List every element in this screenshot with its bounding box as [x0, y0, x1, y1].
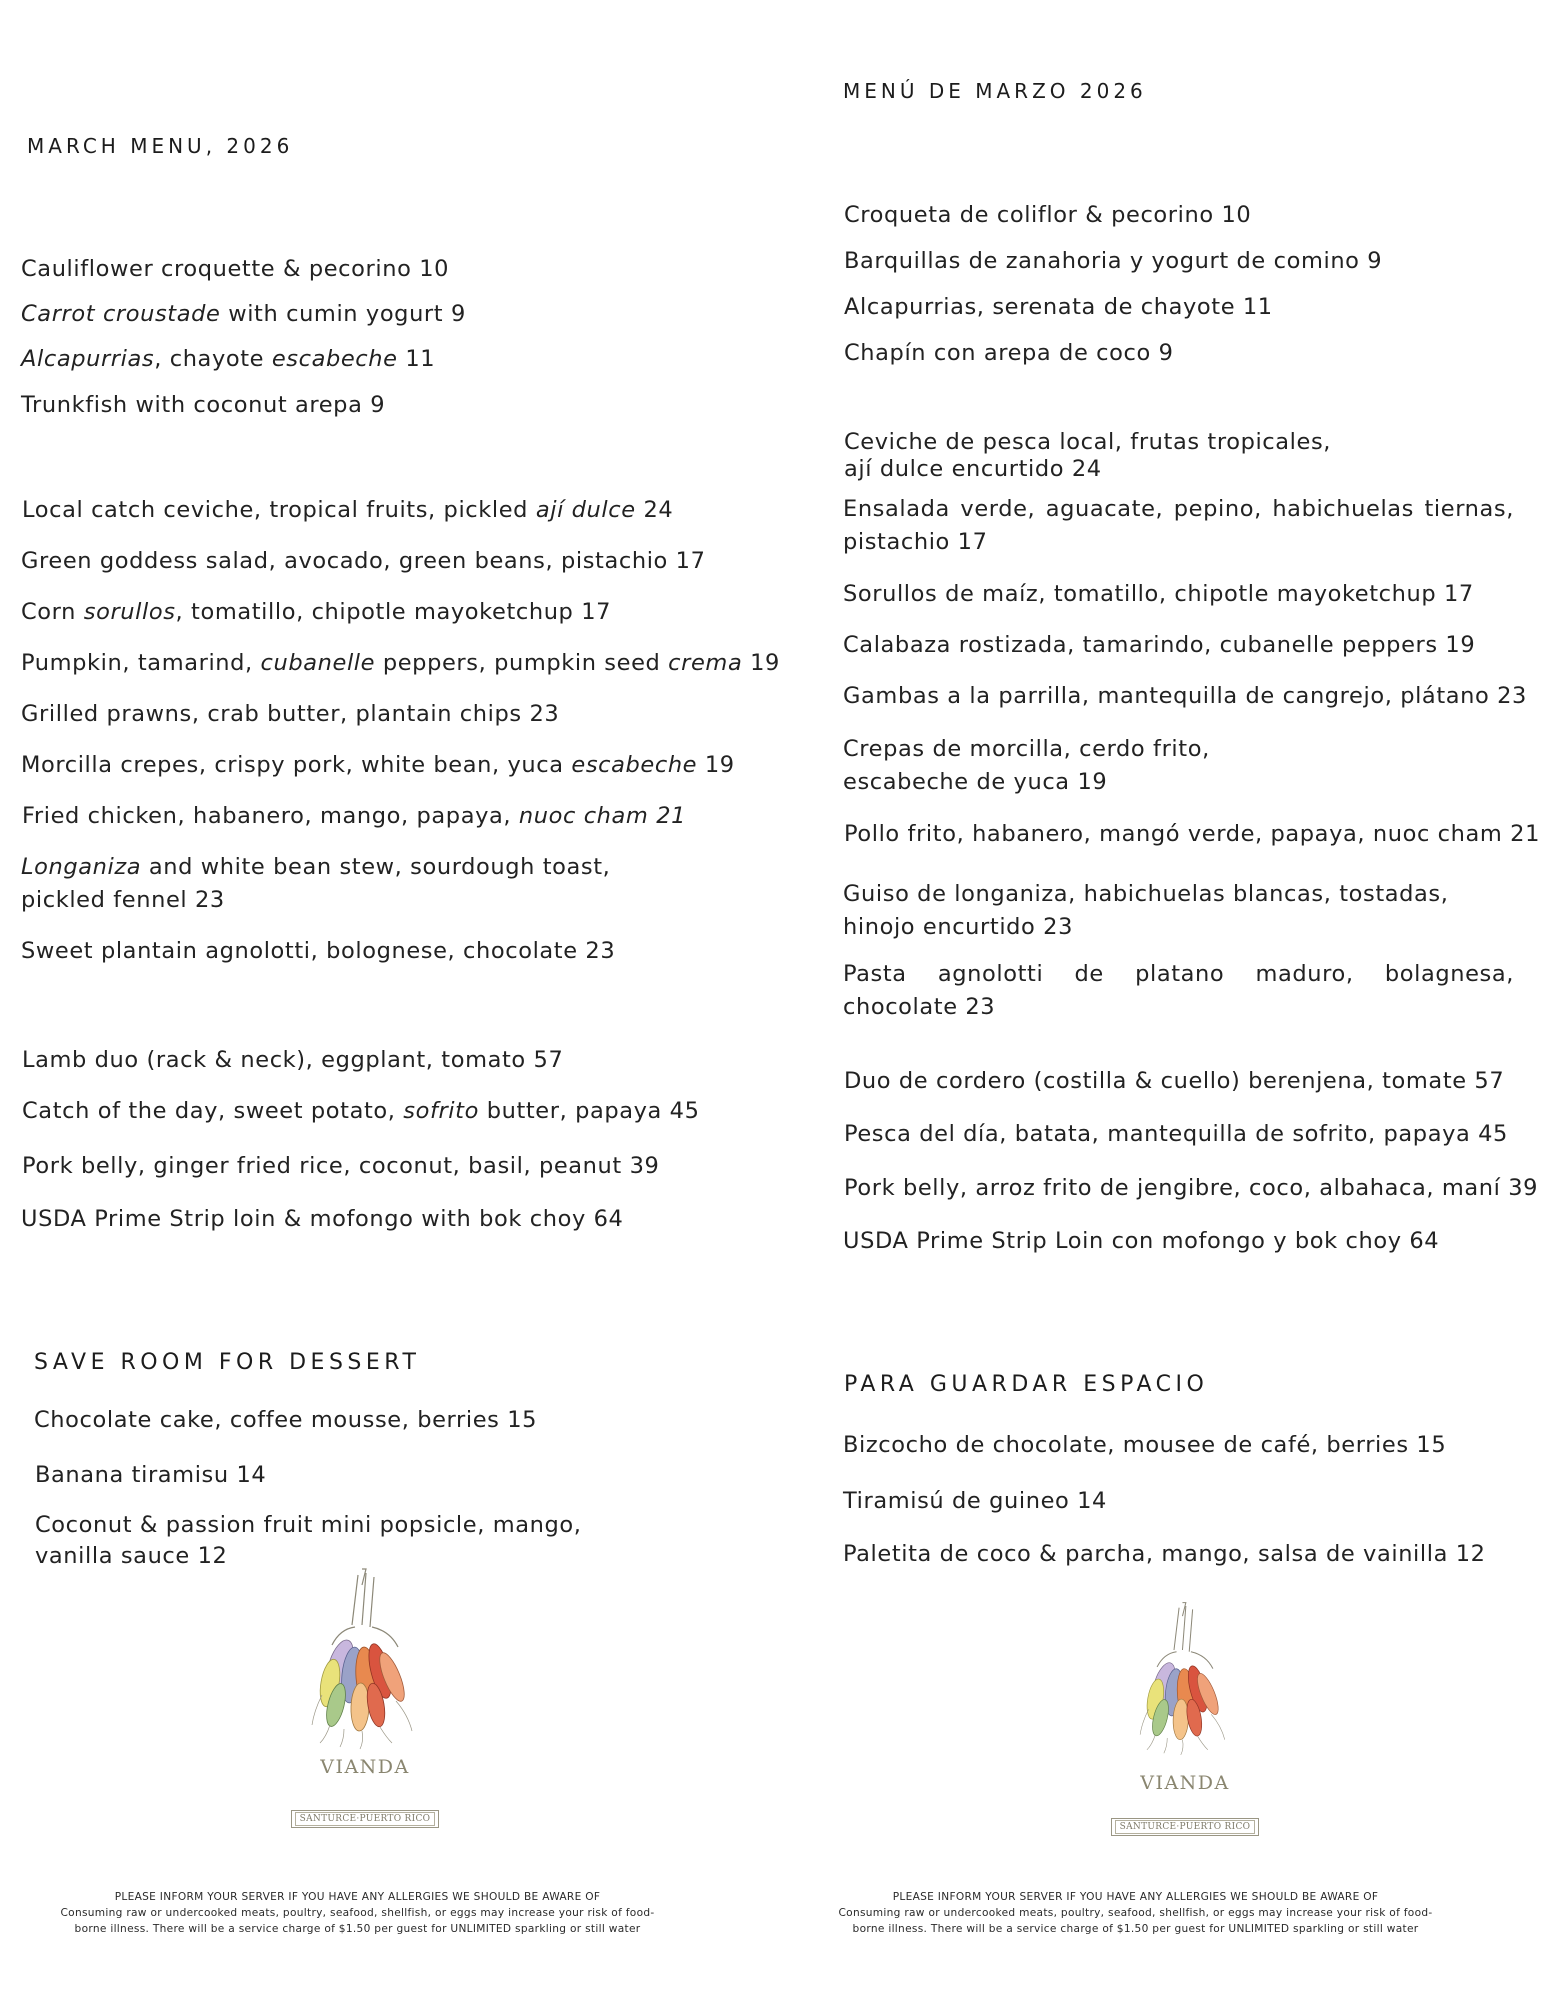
menu-item: Local catch ceviche, tropical fruits, pickled ají dulce 24	[22, 497, 674, 523]
spanish-dessert-title: PARA GUARDAR ESPACIO	[844, 1372, 1209, 1397]
menu-item: Alcapurrias, serenata de chayote 11	[844, 294, 1273, 320]
dessert-item: Tiramisú de guineo 14	[843, 1488, 1107, 1514]
menu-item: Fried chicken, habanero, mango, papaya, nuoc cham 21	[22, 803, 687, 829]
menu-item: Grilled prawns, crab butter, plantain chips 23	[21, 701, 560, 727]
dessert-item: Coconut & passion fruit mini popsicle, mango, vanilla sauce 12	[35, 1512, 582, 1569]
vianda-logo	[290, 1565, 440, 1828]
disclaimer-line: borne illness. There will be a service charge of $1.50 per guest for UNLIMITED sparkling or still water	[852, 1923, 1419, 1935]
menu-item: Carrot croustade with cumin yogurt 9	[21, 301, 466, 327]
dessert-item: Bizcocho de chocolate, mousee de café, berries 15	[843, 1432, 1447, 1458]
dessert-item: Paletita de coco & parcha, mango, salsa de vainilla 12	[843, 1541, 1486, 1567]
disclaimer-line: PLEASE INFORM YOUR SERVER IF YOU HAVE ANY ALLERGIES WE SHOULD BE AWARE OF	[114, 1891, 601, 1903]
menu-item: Corn sorullos, tomatillo, chipotle mayoketchup 17	[21, 599, 612, 625]
allergy-disclaimer	[818, 1889, 1453, 1937]
location-badge	[290, 1806, 440, 1828]
italic-term: sofrito	[403, 1098, 479, 1124]
brand-name: VIANDA	[320, 1756, 410, 1778]
menu-item: Guiso de longaniza, habichuelas blancas, tostadas, hinojo encurtido 23	[843, 881, 1449, 940]
menu-item: Lamb duo (rack & neck), eggplant, tomato 57	[22, 1047, 564, 1073]
dessert-item: Chocolate cake, coffee mousse, berries 15	[34, 1407, 538, 1433]
menu-item: Barquillas de zanahoria y yogurt de comino 9	[844, 248, 1383, 274]
italic-term: crema	[668, 650, 743, 676]
brand-name: VIANDA	[1140, 1772, 1230, 1794]
italic-term: Alcapurrias	[21, 346, 155, 372]
menu-item: Pollo frito, habanero, mangó verde, papaya, nuoc cham 21	[844, 821, 1540, 847]
menu-item: Croqueta de coliflor & pecorino 10	[844, 202, 1252, 228]
italic-term: escabeche	[571, 752, 698, 778]
menu-item: Cauliflower croquette & pecorino 10	[21, 256, 450, 282]
menu-item: Sweet plantain agnolotti, bolognese, chocolate 23	[21, 938, 616, 964]
menu-item: Duo de cordero (costilla & cuello) berenjena, tomate 57	[844, 1068, 1505, 1094]
location-label: SANTURCE·PUERTO RICO	[295, 1812, 436, 1826]
italic-term: sorullos	[83, 599, 176, 625]
menu-item: Ensalada verde, aguacate, pepino, habichuelas tiernas, pistachio 17	[843, 496, 1514, 555]
menu-item: Trunkfish with coconut arepa 9	[21, 392, 386, 418]
menu-item: Ceviche de pesca local, frutas tropicales, ají dulce encurtido 24	[844, 429, 1332, 482]
italic-term: escabeche	[271, 346, 398, 372]
italic-term: Carrot croustade	[21, 301, 221, 327]
italic-term: Longaniza	[21, 854, 142, 880]
menu-item: Gambas a la parrilla, mantequilla de cangrejo, plátano 23	[843, 683, 1527, 709]
menu-item: Pasta agnolotti de platano maduro, bolagnesa, chocolate 23	[843, 961, 1514, 1020]
italic-term: cubanelle	[260, 650, 376, 676]
menu-item: Morcilla crepes, crispy pork, white bean, yuca escabeche 19	[21, 752, 735, 778]
vianda-logo	[1110, 1595, 1260, 1836]
disclaimer-line: borne illness. There will be a service charge of $1.50 per guest for UNLIMITED sparkling or still water	[74, 1923, 641, 1935]
menu-item: Crepas de morcilla, cerdo frito, escabeche de yuca 19	[843, 736, 1210, 795]
allergy-disclaimer	[40, 1889, 675, 1937]
menu-item: Calabaza rostizada, tamarindo, cubanelle peppers 19	[843, 632, 1476, 658]
menu-item: Green goddess salad, avocado, green beans, pistachio 17	[21, 548, 706, 574]
root-vegetable-bundle-icon	[1130, 1595, 1240, 1760]
italic-term: nuoc cham 21	[518, 803, 687, 829]
italic-term: ají dulce	[535, 497, 636, 523]
menu-item: USDA Prime Strip loin & mofongo with bok choy 64	[21, 1206, 624, 1232]
menu-item: Pesca del día, batata, mantequilla de sofrito, papaya 45	[844, 1121, 1508, 1147]
spanish-menu-title: MENÚ DE MARZO 2026	[843, 79, 1147, 103]
menu-item: Pork belly, arroz frito de jengibre, coco, albahaca, maní 39	[844, 1175, 1539, 1201]
menu-item: Catch of the day, sweet potato, sofrito butter, papaya 45	[22, 1098, 700, 1124]
location-badge	[1110, 1814, 1260, 1836]
english-menu-title: MARCH MENU, 2026	[27, 134, 294, 158]
menu-item: Sorullos de maíz, tomatillo, chipotle mayoketchup 17	[843, 581, 1474, 607]
menu-item: Chapín con arepa de coco 9	[844, 340, 1174, 366]
dessert-item: Banana tiramisu 14	[35, 1462, 267, 1488]
english-dessert-title: SAVE ROOM FOR DESSERT	[34, 1350, 421, 1375]
location-label: SANTURCE·PUERTO RICO	[1115, 1820, 1256, 1834]
menu-item: Pumpkin, tamarind, cubanelle peppers, pumpkin seed crema 19	[21, 650, 780, 676]
menu-item: Alcapurrias, chayote escabeche 11	[21, 346, 436, 372]
menu-item: USDA Prime Strip Loin con mofongo y bok choy 64	[843, 1228, 1440, 1254]
menu-item: Pork belly, ginger fried rice, coconut, basil, peanut 39	[22, 1153, 660, 1179]
disclaimer-line: Consuming raw or undercooked meats, poultry, seafood, shellfish, or eggs may increase your risk of food-	[838, 1907, 1433, 1919]
disclaimer-line: Consuming raw or undercooked meats, poultry, seafood, shellfish, or eggs may increase your risk of food-	[60, 1907, 655, 1919]
root-vegetable-bundle-icon	[300, 1565, 430, 1750]
disclaimer-line: PLEASE INFORM YOUR SERVER IF YOU HAVE ANY ALLERGIES WE SHOULD BE AWARE OF	[892, 1891, 1379, 1903]
menu-item: Longaniza and white bean stew, sourdough toast, pickled fennel 23	[21, 854, 611, 913]
